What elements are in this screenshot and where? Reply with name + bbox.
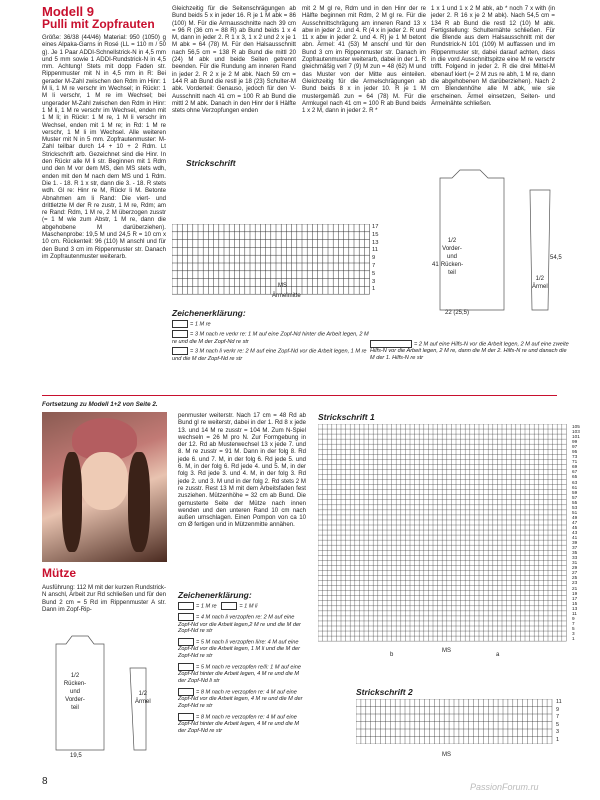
symbol-icon xyxy=(178,688,194,696)
row-number: 13 xyxy=(572,605,578,611)
row-number: 11 xyxy=(556,699,562,705)
row-number: 17 xyxy=(572,595,578,601)
site-watermark: PassionForum.ru xyxy=(470,782,539,792)
armel-label: Ärmelmitte xyxy=(272,293,301,299)
row-number: 3 xyxy=(372,278,376,285)
row-number: 101 xyxy=(572,434,580,440)
row-number: 33 xyxy=(572,555,578,561)
row-number: 43 xyxy=(572,529,578,535)
legend-item: = 8 M nach re verzopfen re: 4 M auf eine Zopf-Nd hinter die Arbeit legen, 4 M re und die M der Zopf-Nd re str xyxy=(178,714,300,734)
symbol-icon xyxy=(370,340,412,348)
model-title: Pulli mit Zopfrauten xyxy=(42,17,155,31)
model-number: Modell 9 xyxy=(42,4,95,19)
row-number: 5 xyxy=(572,625,575,631)
legend-item: = 4 M nach li verzopfen re: 2 M auf eine Zopf-Nd vor die Arbeit legen,2 M re und die M der Zopf-Nd re str xyxy=(178,614,301,635)
chart1-label-b: b xyxy=(390,652,394,658)
row-number: 105 xyxy=(572,424,580,429)
hat-text-col-2: penmuster weiterstr. Nach 17 cm = 48 Rd ab Bund gl re weiterstr, dabei in der 1. Rd 8 x jede 13. und 14 M re zusstr = 104 M. Zum N-Spiel wechseln = 26 M pro N. Zur Formgebung in der 12. Rd ab Musterwechsel 13 x jede 7. und 8. M re zusstr = 91 M. Dann in der folg 8. Rd jede 6. und 7. M, in der folg 6. Rd jede 5. und 6. M, in der folg 6. Rd jede 4. und 5. M, in der folg 3. Rd jede 3. und 4. M, in der folg 3. Rd jede 2. und 3. M und in der folg 2. Rd stets 2 M re zusstr. Rest 13 M mit dem Arbeitsfaden fest zusziehen. Mützenhöhe = 32 cm ab Bund. Die gemusterte Seite der Mütze nach innen wenden und den unteren Rand 10 cm nach außen umschlagen. Einen Pompon von ca 10 cm Ø fertigen und in Mützenmitte annähen. xyxy=(178,412,306,529)
row-number: 9 xyxy=(556,706,560,713)
row-number: 59 xyxy=(572,489,578,495)
row-number: 1 xyxy=(372,286,376,293)
legend-list xyxy=(178,602,308,735)
chart1-label-a: a xyxy=(496,652,500,658)
legend-list xyxy=(172,320,372,362)
symbol-icon xyxy=(172,330,188,338)
row-number: 69 xyxy=(572,464,578,470)
row-number: 7 xyxy=(572,620,575,626)
row-number: 103 xyxy=(572,429,580,435)
row-number: 97 xyxy=(572,444,578,450)
row-number: 99 xyxy=(572,439,578,445)
chart2-row-numbers xyxy=(556,699,572,744)
stitch-chart-top xyxy=(172,224,372,304)
legend-item: = 5 M nach li verzopfen li/re: 4 M auf eine Zopf-Nd vor die Arbeit legen, 1 M li und die M der Zopf-Nd re str xyxy=(178,639,300,660)
schematic-piece-label: 1/2 Vorder- und Rücken- teil xyxy=(440,238,464,276)
row-number: 27 xyxy=(572,570,578,576)
divider xyxy=(42,395,557,396)
row-number: 7 xyxy=(372,262,376,269)
legend-title: Zeichenerklärung: xyxy=(178,590,252,600)
row-number: 21 xyxy=(572,585,578,591)
stitch-chart-1 xyxy=(318,424,573,642)
row-number: 19 xyxy=(572,590,578,596)
symbol-icon xyxy=(221,602,237,610)
chart-title: Strickschrift xyxy=(186,158,236,168)
row-number: 7 xyxy=(556,714,560,720)
text-col-3: mit 2 M gl re, Rdm und in den Hinr der re Hälfte beginnen mit Rdm, 2 M gl re. Für die Ausschnittschrägung am inneren Rand 13 x abw in jeder 2. und 4. R (4 x in jeder 2. R und 11 x abw in jeder 2. und 4. R) je 1 M betont abn. Ärmel: 41 (53) M anschl und für den Bund 3 cm im Rippenmuster str. Danach im Zopfrautenmuster weiterarb, dabei in der 1. R gleichmäßig verl 7 (9) M zun = 48 (62) M und das Muster von der Mitte aus einteilen. Gleichzeitig für die Armelschrägungen ab Bund beids 8 x in jeder 10. R je 1 M mustergemäß zun = 64 (78) M. Für die Armkugel nach 41 cm = 100 R ab Bund beids 1 x 2 M, dann in jeder 2. R * xyxy=(302,5,426,115)
continued-note: Fortsetzung zu Modell 1+2 von Seite 2. xyxy=(42,401,158,408)
hat-text-col-1: Ausführung: 112 M mit der kurzen Rundstrick-N anschl, Arbeit zur Rd schließen und für den Bund 2 cm = 5 Rd im Rippenmuster A str. Dann im Zopf-Rip- xyxy=(42,584,166,613)
row-number: 5 xyxy=(556,721,560,728)
row-numbers xyxy=(372,224,388,294)
symbol-icon xyxy=(172,320,188,328)
row-number: 45 xyxy=(572,524,578,530)
symbol-icon xyxy=(172,347,188,355)
chart2-title: Strickschrift 2 xyxy=(356,687,413,697)
row-number: 41 xyxy=(572,535,578,541)
row-number: 11 xyxy=(372,247,379,254)
row-number: 15 xyxy=(572,600,578,606)
legend-item: = 8 M nach re verzopfen re: 4 M auf eine Zopf-Nd vor die Arbeit legen, 4 M re und die M der Zopf-Nd re str xyxy=(178,689,303,709)
row-number: 3 xyxy=(556,729,560,735)
row-number: 9 xyxy=(372,255,376,262)
schematic-height: 41 xyxy=(432,262,439,268)
row-number: 47 xyxy=(572,519,578,525)
row-number: 9 xyxy=(572,615,575,621)
row-number: 67 xyxy=(572,469,578,475)
row-number: 61 xyxy=(572,484,578,490)
chart2-ms-label: MS xyxy=(442,752,451,758)
schematic-width: 22 (25,5) xyxy=(445,310,470,316)
chart1-title: Strickschrift 1 xyxy=(318,412,375,422)
legend-item: = 1 M re xyxy=(172,320,372,328)
schematic-sleeve-label: 1/2 Ärmel xyxy=(532,276,548,290)
row-number: 35 xyxy=(572,550,578,556)
row-number: 25 xyxy=(572,575,578,581)
row-number: 55 xyxy=(572,499,578,505)
row-number: 71 xyxy=(572,459,578,465)
text-col-1: Größe: 36/38 (44/46) Material: 950 (1050) g eines Alpaka-Garns in Rosé (LL = 110 m / 50 g). Je 1 Paar ADDI-Schnellstrick-N in 4,5 mm und 5 mm sowie 1 ADDI-Rundstrick-N in 4,5 mm. Achtung! Stets mit dopp Faden str. Rippenmuster mit N in 4,5 mm in R: Bei gerader M-Zahl zwischen den Rdm im Hinr: 1 M li, 1 M re verschr im Wechsel; in Rückr: 1 M li verschr, 1 M re im Wechsel; bei ungerader M-Zahl zwischen den Rdm in Hinr: 1 M li, 1 M re verschr im Wechsel, enden mit 1 M li; in Rückr: 1 M re, 1 M li verschr im Wechsel, enden mit 1 M re; in Rd: 1 M re verschr, 1 M li im Wechsel. Alle weiteren Muster mit N in 5 mm. Zopfrautenmuster: M-Zahl teilbar durch 14 + 10 + 2 Rdm. Lt Strickschrift arb. Gezeichnet sind die Hinr. In den Rückr alle M li str. Beginnen mit 1 Rdm und den M vor dem MS, den MS stets wdh, enden mit den M nach dem MS und 1 Rdm. Die 1. - 18. R 1 x str, dann die 3. - 18. R stets wdh. Gl re: Hinr re M, Rückr li M. Betonte Abnahmen am li Rand: Die viert- und drittletzte M der R re zustr, 1 M re, Rdm; am re Rand: Rdm, 1 M re, 2 M überzogen zusstr (= 1 M wie zum Abstr, 1 M re, dann die abgehobene M darüberziehen). Maschenprobe: 19,5 M und 24,5 R = 10 cm x 10 cm. Rückenteil: 96 (110) M anschl und für den Bund 3 cm im Rippenmuster str. Danach im Zopfrautenmuster weiterarb. xyxy=(42,34,166,260)
row-number: 51 xyxy=(572,509,578,515)
legend-item: = 2 M auf eine Hilfs-N vor die Arbeit legen, 2 M auf eine zweite Hilfs-N vor die Arbeit legen, 2 M re, dann die M der 2. Hilfs-N re und danach die M der 1. Hilfs-N re str xyxy=(370,341,569,362)
stitch-chart-2 xyxy=(356,699,556,744)
text-col-2: Gleichzeitig für die Seitenschrägungen ab Bund beids 5 x in jeder 16. R je 1 M abk = 86 (100) M. Für die Armausschnitte nach 39 cm = 96 R (36 cm = 88 R) ab Bund beids 1 x 4 M, dann in jeder 2. R 1 x 3, 1 x 2 und 2 x je 1 M abk = 64 (78) M. Für den Halsausschnitt nach 56,5 cm = 138 R ab Bund die mittl 20 (24) M abk und beide Seiten getrennt beenden. Für die Rundung am inneren Rand in jeder 2. R 2 x je 2 M abk. Nach 59 cm = 144 R ab Bund die restl je 18 (23) Schulter-M abk. Vorderteil: Genauso, jedoch für den V-Ausschnitt nach 41 cm = 100 R ab Bund die mittl 2 M abk. Danach in den Hinr der li Hälfte stets ohne Verzopfungen enden xyxy=(172,5,296,115)
row-number: 37 xyxy=(572,545,578,551)
row-number: 23 xyxy=(572,580,578,586)
row-number: 65 xyxy=(572,474,578,480)
row-number: 1 xyxy=(556,736,560,743)
chart1-ms-label: MS xyxy=(442,648,451,654)
row-number: 13 xyxy=(372,239,379,246)
schematic-piece-label: 1/2 Rücken- und Vorder- teil xyxy=(63,673,87,711)
schematic-width: 19,5 xyxy=(70,753,82,759)
symbol-icon xyxy=(178,613,194,621)
row-number: 63 xyxy=(572,479,578,485)
chart1-row-numbers xyxy=(572,424,588,641)
schematic-sleeve-label: 1/2 Ärmel xyxy=(135,691,151,705)
row-number: 39 xyxy=(572,540,578,546)
row-number: 3 xyxy=(572,630,575,636)
row-number: 95 xyxy=(572,449,578,455)
row-number: 5 xyxy=(372,270,376,277)
row-number: 17 xyxy=(372,224,379,230)
symbol-icon xyxy=(178,602,194,610)
row-number: 15 xyxy=(372,231,379,238)
model-photo xyxy=(42,412,167,562)
row-number: 57 xyxy=(572,494,578,500)
row-number: 29 xyxy=(572,565,578,571)
row-number: 1 xyxy=(572,635,575,641)
hat-title: Mütze xyxy=(42,566,76,580)
row-number: 11 xyxy=(572,610,577,616)
schematic-sleeve-length: 54,5 xyxy=(550,255,562,261)
text-col-4: 1 x 1 und 1 x 2 M abk, ab * noch 7 x with (in jeder 2. R 16 x je 2 M abk). Nach 54,5 cm = 134 R ab Bund die restl 12 (10) M abk. Fertigstellung: Schulternähte schließen. Für die Blende aus dem Halsausschnitt mit der Rundstrick-N 101 (109) M auffassen und im Rippenmuster str, dabei darauf achten, dass in die vord Ausschnittspitze eine M re verschr trifft. Folgend in jeder 2. R die drei Mittel-M ebenauf kiert (= 2 M zus re abh, 1 M re, dann die abgehobenen M darüberziehen). Nach 2 cm Blendenhöhe alle M abk, wie sie erscheinen. Ärmel einsetzen, Seiten- und Ärmelnähte schließen. xyxy=(431,5,555,107)
legend-item: = 3 M nach re verkr re: 1 M auf eine Zopf-Nd hinter die Arbeit legen, 2 M re und die M der Zopf-Nd re str xyxy=(172,331,369,345)
legend-item: = 3 M nach li verkr re: 2 M auf eine Zopf-Nd vor die Arbeit legen, 1 M re und die M der Zopf-Nd re str xyxy=(172,348,367,362)
row-number: 53 xyxy=(572,504,578,510)
legend-item: = 5 M nach re verzopfen re/li: 1 M auf eine Zopf-Nd hinter die Arbeit legen, 4 M re und die M der Zopf-Nd li str xyxy=(178,664,301,685)
row-number: 31 xyxy=(572,560,578,566)
legend-item: = 1 M re = 1 M li xyxy=(178,602,308,610)
page-number: 8 xyxy=(42,776,48,787)
symbol-icon xyxy=(178,713,194,721)
symbol-icon xyxy=(178,663,194,671)
row-number: 49 xyxy=(572,514,578,520)
ms-label: MS xyxy=(278,283,287,289)
row-number: 73 xyxy=(572,454,578,460)
symbol-icon xyxy=(178,638,194,646)
legend-title: Zeichenerklärung: xyxy=(172,308,246,318)
